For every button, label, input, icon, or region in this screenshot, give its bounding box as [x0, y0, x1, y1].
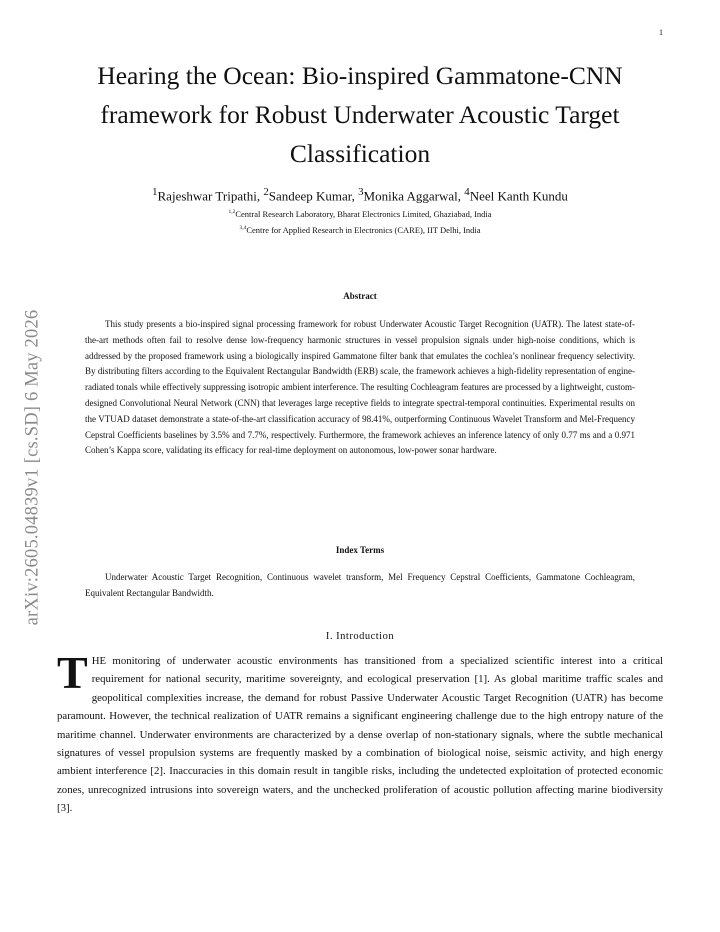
drop-cap: T [57, 647, 88, 698]
affiliation [0, 207, 720, 220]
title-line: framework for Robust Underwater Acoustic Target [100, 100, 620, 129]
affiliation-text: Central Research Laboratory, Bharat Electronics Limited, Ghaziabad, India [235, 208, 492, 219]
author-sup: 4 [464, 186, 470, 198]
abstract-body: This study presents a bio-inspired signal processing framework for robust Underwater Acoustic Target Recognition (UATR). The latest state-of-the-art methods often fail to resolve dense low-frequency harmonic structures in vessel propulsion signals under high-noise conditions, which is addressed by the proposed framework using a biologically inspired Gammatone filter bank that emulates the cochlea’s nonlinear frequency selectivity. By distributing filters according to the Equivalent Rectangular Bandwidth (ERB) scale, the framework achieves a high-fidelity representation of engine-radiated tonals while effectively suppressing isotropic ambient interference. The resulting Cochleagram features are processed by a lightweight, custom-designed Convolutional Neural Network (CNN) that leverages large receptive fields to integrate spectral-temporal continuities. Experimental results on the VTUAD dataset demonstrate a state-of-the-art classification accuracy of 98.41%, outperforming Continuous Wavelet Transform and Mel-Frequency Cepstral Coefficients baselines by 3.5% and 7.7%, respectively. Furthermore, the framework achieves an inference latency of only 0.77 ms and a 0.971 Cohen’s Kappa score, validating its efficacy for real-time deployment on autonomous, low-power sonar hardware. [85, 319, 635, 456]
title-line: Hearing the Ocean: Bio-inspired Gammatone-CNN [97, 61, 623, 90]
author-list: $^1$Rajeshwar Tripathi, $^2$Sandeep Kumar, $^3$Monika Aggarwal, $^4$Neel Kanth Kundu [152, 186, 568, 204]
abstract-heading: Abstract [343, 291, 377, 301]
author-sup: 1 [152, 186, 158, 198]
page-number: 1 [659, 28, 663, 37]
introduction-paragraph [57, 647, 663, 818]
paper-title [0, 56, 720, 173]
index-terms-body: Underwater Acoustic Target Recognition, Continuous wavelet transform, Mel Frequency Cepstral Coefficients, Gammatone Cochleagram, Equivalent Rectangular Bandwidth. [85, 572, 635, 598]
index-terms-heading: Index Terms [335, 545, 385, 555]
affiliation-text: Centre for Applied Research in Electronics (CARE), IIT Delhi, India [246, 224, 481, 235]
author-sup: 3 [358, 186, 364, 198]
author-sup: 2 [263, 186, 269, 198]
arxiv-identifier-text: arXiv:2605.04839v1 [cs.SD] 6 May 2026 [22, 309, 43, 625]
author-name: Neel Kanth Kundu [469, 188, 568, 204]
author-name: Sandeep Kumar [268, 188, 352, 204]
introduction-text: HE monitoring of underwater acoustic environments has transitioned from a specialized scientific interest into a critical requirement for national security, maritime sovereignty, and ecological preservation [1]. As global maritime traffic scales and geopolitical complexities increase, the demand for robust Passive Underwater Acoustic Target Recognition (UATR) has become paramount. However, the technical realization of UATR remains a significant engineering challenge due to the high entropy nature of the maritime channel. Underwater environments are characterized by a dense overlap of non-stationary signals, where the subtle mechanical signatures of vessel propulsion systems are frequently masked by a combination of biological noise, seismic activity, and high energy ambient interference [2]. Inaccuracies in this domain result in tangible risks, including the undetected exploitation of protected economic zones, unrecognized intrusions into sovereign waters, and the unchecked proliferation of acoustic pollution affecting marine biodiversity [3]. [57, 655, 663, 815]
title-line: Classification [289, 139, 431, 168]
section-heading: I. Introduction [325, 631, 395, 642]
affiliation-sup: 1,2 [228, 209, 236, 215]
affiliation-sup: 3,4 [239, 225, 247, 231]
author-name: Rajeshwar Tripathi [157, 188, 257, 204]
author-name: Monika Aggarwal [363, 188, 458, 204]
affiliation [0, 223, 720, 236]
arxiv-identifier [20, 262, 46, 672]
